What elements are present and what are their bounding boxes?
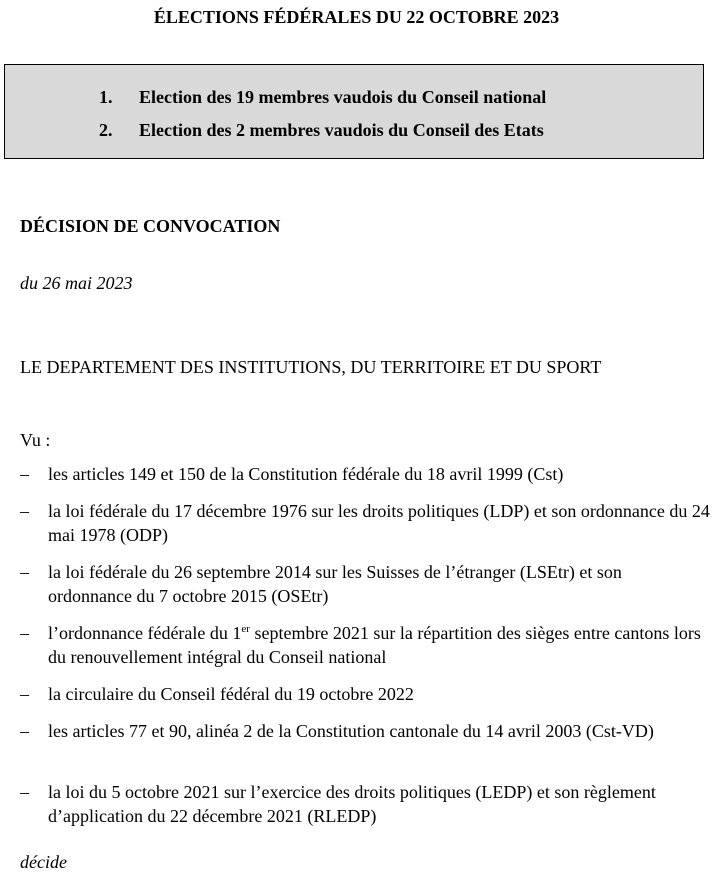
vu-list-item [20,560,710,608]
vu-item-text: la loi fédérale du 26 septembre 2014 sur les Suisses de l’étranger (LSEtr) et son ordonnance du 7 octobre 2015 (OSEtr) [48,562,622,606]
document-title: ÉLECTIONS FÉDÉRALES DU 22 OCTOBRE 2023 [153,7,560,27]
vu-item-text: la loi du 5 octobre 2021 sur l’exercice des droits politiques (LEDP) et son règlement d’application du 22 décembre 2021 (RLEDP) [48,782,656,826]
vu-item-text-part: septembre 2021 sur la répartition des sièges entre cantons lors du renouvellement intégral du Conseil national [48,623,701,667]
issuing-authority: LE DEPARTEMENT DES INSTITUTIONS, DU TERRITOIRE ET DU SPORT [20,357,602,377]
vu-item-text-part: l’ordonnance fédérale du 1 [48,623,242,643]
election-item-1 [99,86,546,108]
vu-list-item [20,719,710,743]
dash-bullet: – [20,684,29,704]
election-item-text: Election des 19 membres vaudois du Conseil national [139,87,547,107]
election-items-box [4,64,704,159]
closing-decide: décide [20,852,67,872]
dash-bullet: – [20,623,29,643]
vu-item-text: les articles 77 et 90, alinéa 2 de la Constitution cantonale du 14 avril 2003 (Cst-VD) [48,721,654,741]
vu-item-text: la loi fédérale du 17 décembre 1976 sur les droits politiques (LDP) et son ordonnance du 24 mai 1978 (ODP) [48,501,710,545]
vu-list-item [20,780,710,828]
vu-label: Vu : [20,430,51,450]
decision-date: du 26 mai 2023 [20,273,133,293]
dash-bullet: – [20,501,29,521]
dash-bullet: – [20,464,29,484]
election-item-number: 2. [99,120,113,140]
vu-list-item [20,462,710,486]
election-item-number: 1. [99,87,113,107]
vu-item-text: la circulaire du Conseil fédéral du 19 octobre 2022 [48,684,414,704]
vu-list-item [20,621,710,669]
vu-list-item [20,499,710,547]
dash-bullet: – [20,721,29,741]
decision-heading: DÉCISION DE CONVOCATION [20,216,281,236]
vu-list-item [20,682,710,706]
dash-bullet: – [20,562,29,582]
dash-bullet: – [20,782,29,802]
vu-item-text [48,621,710,669]
election-item-text: Election des 2 membres vaudois du Conseil des Etats [139,120,544,140]
ordinal-superscript: er [241,623,250,635]
election-item-2 [99,119,544,141]
vu-item-text: les articles 149 et 150 de la Constitution fédérale du 18 avril 1999 (Cst) [48,464,564,484]
